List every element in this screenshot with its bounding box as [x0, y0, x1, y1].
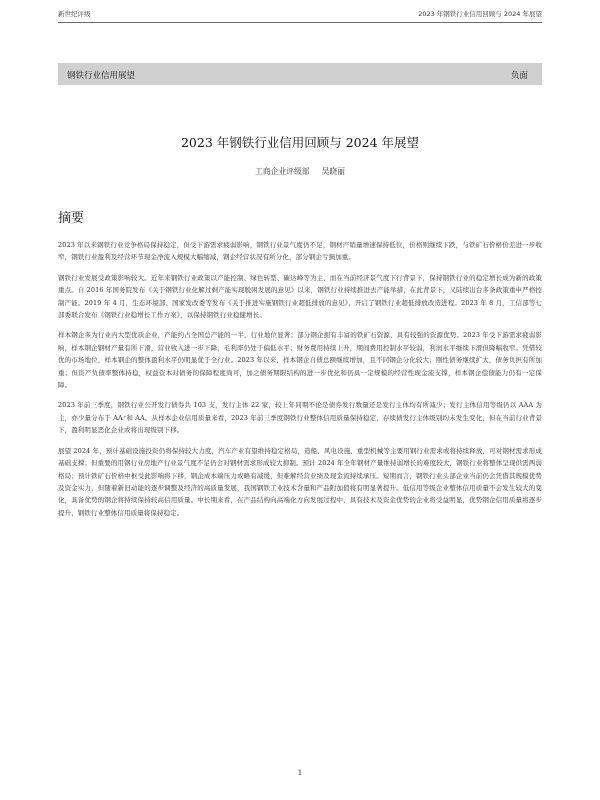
- category-band: [58, 63, 542, 85]
- paragraph: 2023 年以来钢铁行业竞争格局保持稳定，但受下游需求疲弱影响，钢铁行业景气度仍不足，钢材产销量增速保持低位，价格则继续下跌，与铁矿石价格价差进一步收窄，钢铁行业盈利及经营环节现金净流入规模大幅缩减，钢企经营状况有所分化，部分钢企亏损加重。: [58, 241, 542, 262]
- author-name: 吴晓丽: [321, 167, 345, 176]
- document-title: 2023 年钢铁行业信用回顾与 2024 年展望: [180, 135, 420, 150]
- page-number: 1: [297, 768, 303, 777]
- author-line: [58, 166, 542, 177]
- category-label: 钢铁行业信用展望: [67, 71, 136, 81]
- section-heading: 摘要: [58, 211, 85, 226]
- abstract-body: [58, 239, 542, 527]
- header-divider: [58, 22, 542, 23]
- paragraph: 钢铁行业发展受政策影响较大。近年来钢铁行业政策以产能控制、绿色转型、碳达峰等为主，而在当前经济景气度下行背景下，保持钢铁行业的稳定增长成为新的政策重点。自 2016 年国务院发布《关于钢铁行业化解过剩产能实现脱困发展的意见》以来，钢铁行业持续推进去产能举措，在此背景下，又陆续出台多条政策重申严格控制产能。2019 年 4 月，生态环境部、国家发改委等发布《关于推进实施钢铁行业超低排放的意见》，开启了钢铁行业超低排放改造进程。2023 年 8 月，工信部等七部委联合发布《钢铁行业稳增长工作方案》，以保持钢铁行业稳健增长。: [58, 273, 542, 320]
- department: 工商企业评级部: [255, 167, 310, 176]
- outlook-rating: 负面: [510, 71, 528, 81]
- paragraph: 样本钢企多为行业内大型优质企业，产能约占全国总产能的一半，行业地位显著；部分钢企拥有丰富的铁矿石资源，具有较强的资源优势。2023 年受下游需求疲弱影响，样本钢企钢材产量有所下滑，营业收入进一步下降，毛利率仍处于偏低水平；财务费用持续上升，期间费用控制水平较弱，利润水平继续下滑但降幅收窄。凭借较优的市场地位，样本钢企的整体盈利水平仍明显优于全行业。2023 年以来，样本钢企自债总额继续增加，且不同钢企分化较大；刚性债务继续扩大，债务负担有所加重；但资产负债率整体持稳，权益资本对债务的保障程度尚可，加之债务期限结构的进一步优化和仍具一定规模的经营性现金流支撑，样本钢企偿债能力仍有一定保障。: [58, 331, 542, 390]
- paragraph: 展望 2024 年，预计基础设施投资仍将保持较大力度，汽车产业有望维持稳定格局，造船、风电设施、重型机械等主要用钢行业需求或将持续释放，可对钢材需求形成基础支撑；但重要的用钢行业房地产行业景气度不足仍会对钢材需求形成较大抑制。预计 2024 年全年钢材产量维持弱增长的难度较大，钢铁行业将整体呈现供需两弱格局；预计铁矿石价格中枢受此影响将下移，钢企成本端压力或略有减缓，但难解经营业绩及现金流持续承压。短期而言，钢铁行业头部企业当前仍会凭借其规模优势及资金实力，但随着新旧动能的逐步调整及经济的高质量发展，我国钢铁工业技术含量和产品附加值将有明显著提升。低信用等级企业整体信用质量不会发生较大的变化，具备优势的钢企将持续保持较高信用质量。中长期来看，在产品结构向高端化方向发展过程中，具有技术及资金优势的企业将受益明显，优势钢企信用质量将逐步提升，钢铁行业整体信用质量将保持稳定。: [58, 446, 542, 517]
- paragraph: 2023 年前三季度，钢铁行业公开发行债券共 103 支，发行主体 22 家，较上年同期不论是债券发行数量还是发行主体均有所减少；发行主体信用等级仍以 AAA 为主，亦少量分布于 AA⁺和 AA。从样本企业信用质量来看，2023 年前三季度钢铁行业整体信用质量保持稳定，存续债发行主体级别均未发生变化，但在当前行业背景下，盈利明显恶化企业或将出现级别下移。: [58, 401, 542, 435]
- header-org: 新世纪评级: [58, 10, 91, 18]
- header-report-title: 2023 年钢铁行业信用回顾与 2024 年展望: [418, 10, 542, 18]
